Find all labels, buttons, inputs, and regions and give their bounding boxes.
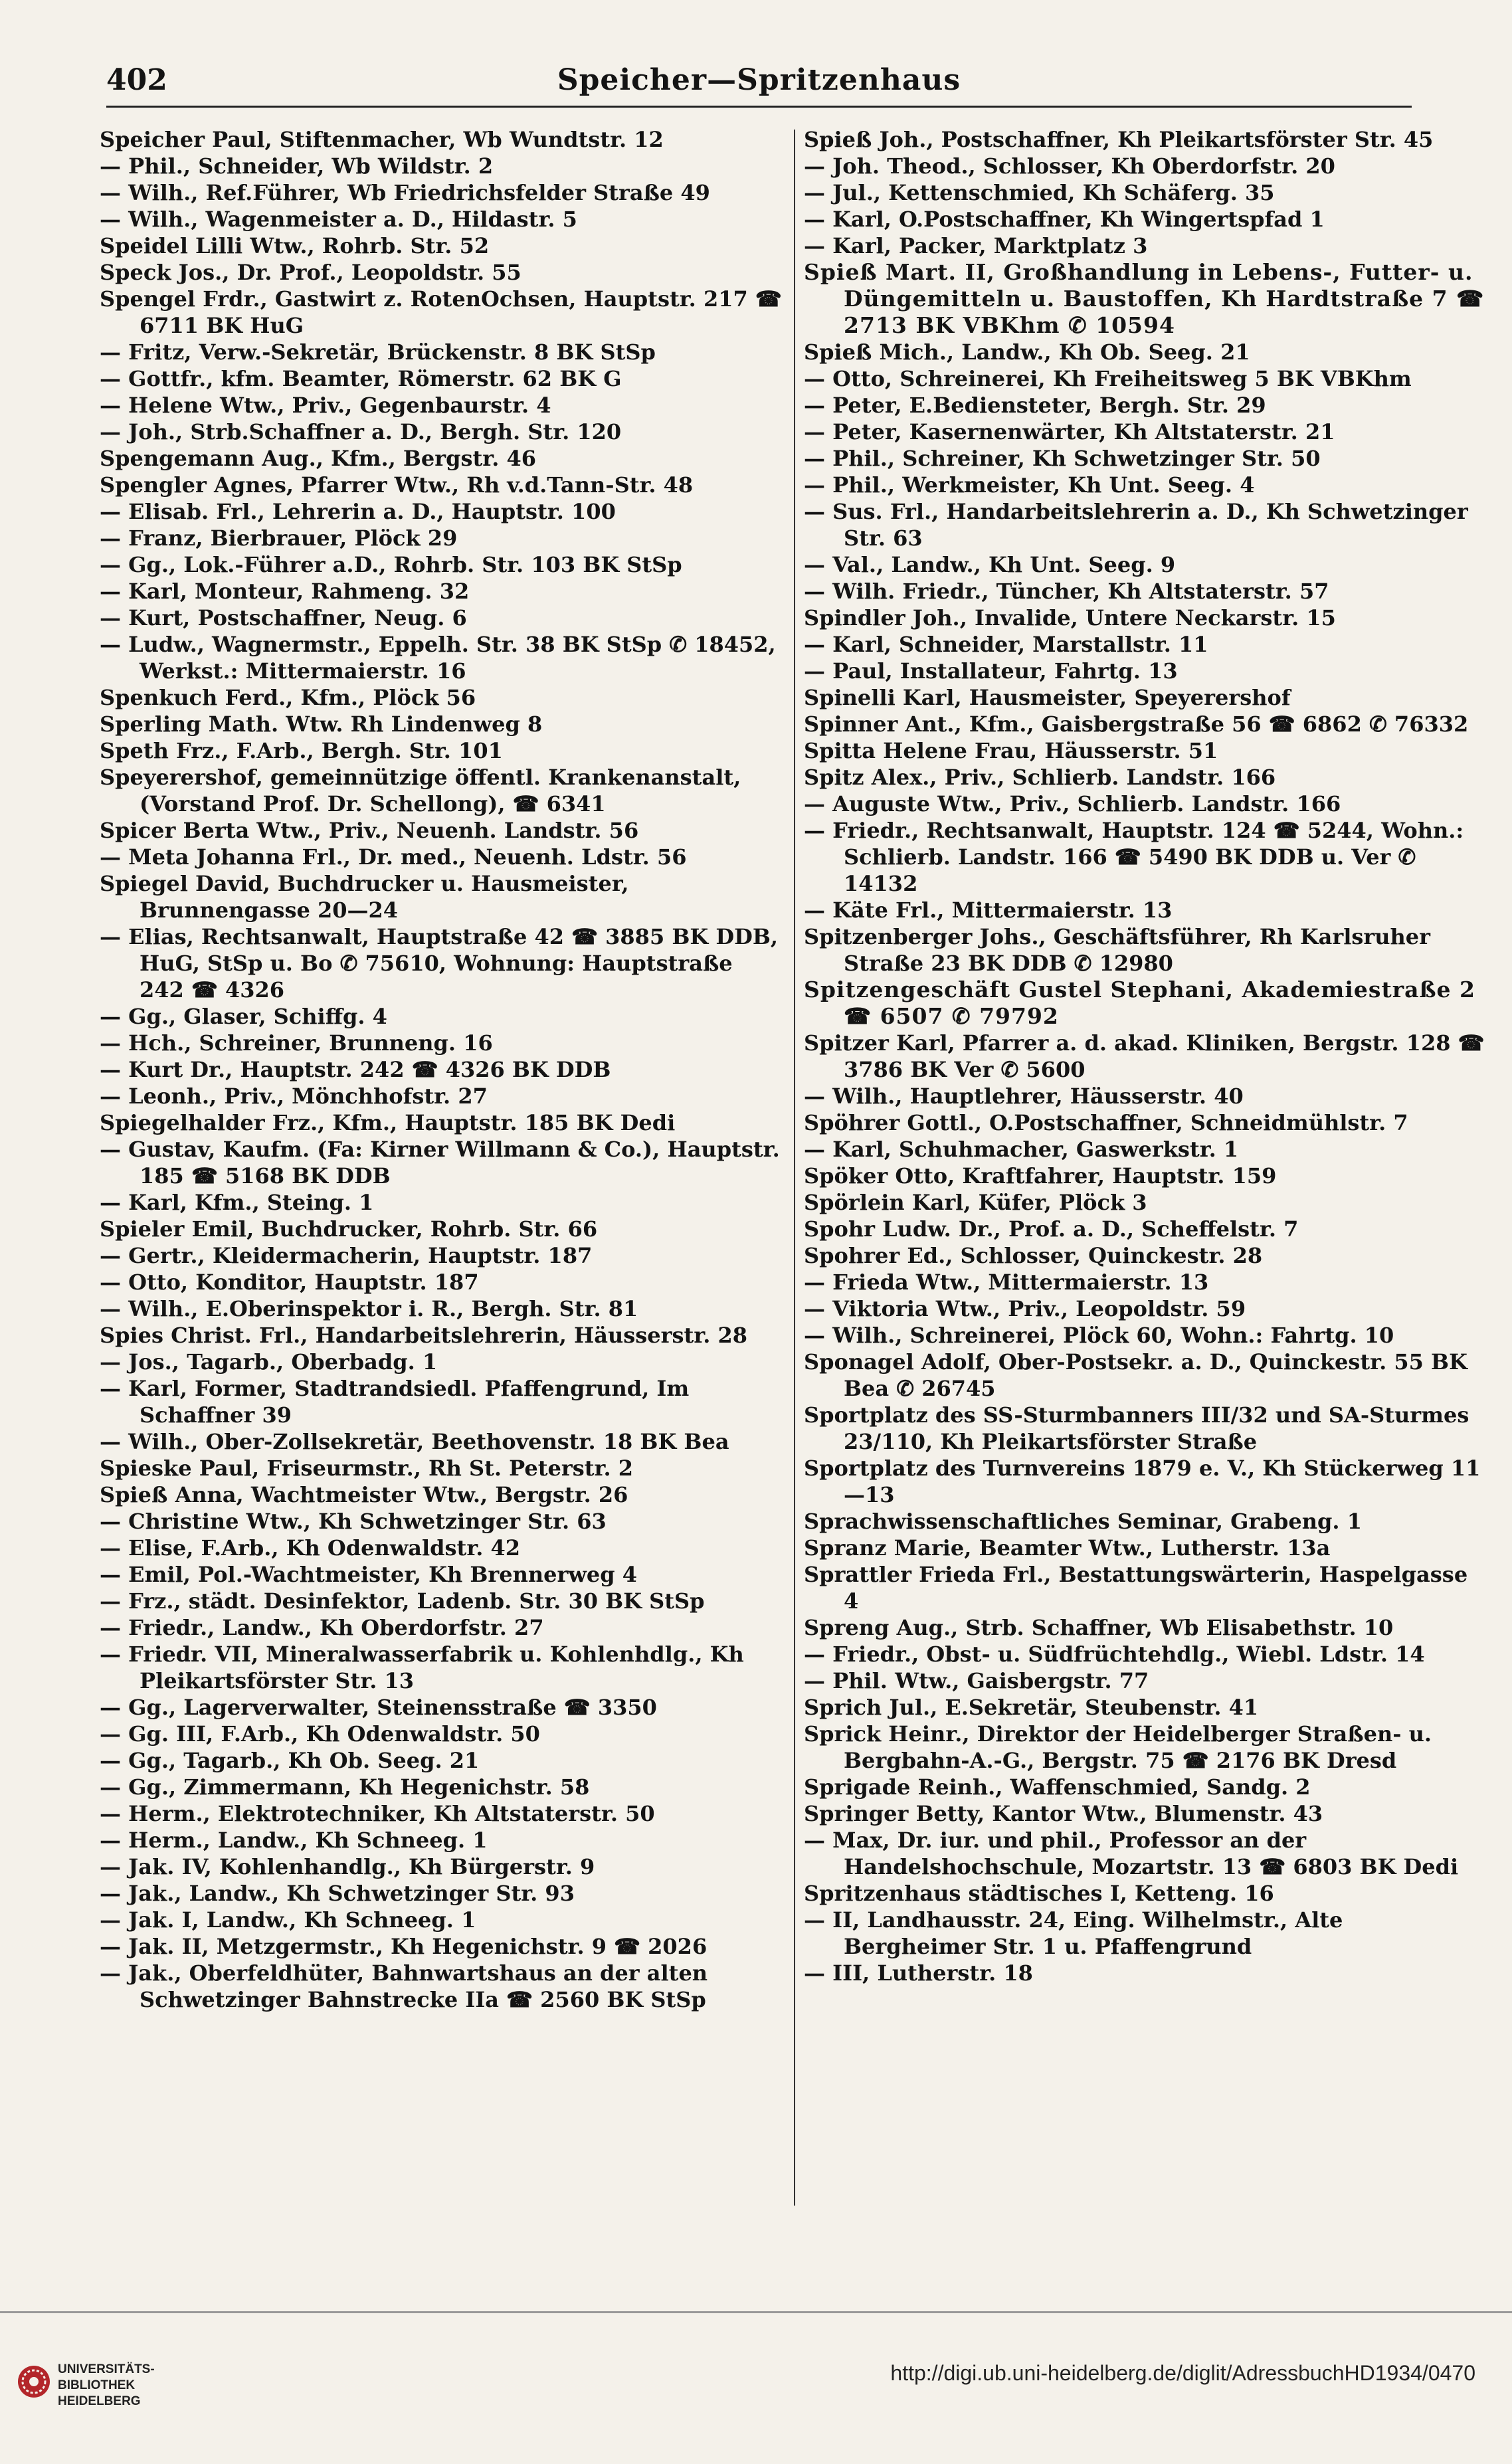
directory-entry: — Paul, Installateur, Fahrtg. 13: [804, 658, 1178, 684]
directory-entry: Spindler Joh., Invalide, Untere Neckarstr. 15: [804, 605, 1336, 630]
directory-entry: — III, Lutherstr. 18: [804, 1960, 1033, 1986]
directory-entry: — Meta Johanna Frl., Dr. med., Neuenh. Ldstr. 56: [100, 844, 687, 870]
directory-entry: — Phil. Wtw., Gaisbergstr. 77: [804, 1668, 1149, 1693]
directory-entry: Spieß Joh., Postschaffner, Kh Pleikartsförster Str. 45: [804, 127, 1434, 152]
directory-entry: Spörlein Karl, Küfer, Plöck 3: [804, 1190, 1147, 1215]
directory-entry: — Gustav, Kaufm. (Fa: Kirner Willmann & Co.), Hauptstr. 185 ☎ 5168 BK DDB: [100, 1137, 780, 1188]
directory-entry: — Frz., städt. Desinfektor, Ladenb. Str. 30 BK StSp: [100, 1588, 705, 1614]
directory-entry: — Karl, Schneider, Marstallstr. 11: [804, 632, 1208, 657]
directory-entry: — Käte Frl., Mittermaierstr. 13: [804, 898, 1173, 923]
directory-entry: — Auguste Wtw., Priv., Schlierb. Landstr. 166: [804, 791, 1341, 816]
directory-entry: Spranz Marie, Beamter Wtw., Lutherstr. 13a: [804, 1535, 1331, 1561]
directory-entry: Spenkuch Ferd., Kfm., Plöck 56: [100, 685, 476, 710]
directory-entry: Spieler Emil, Buchdrucker, Rohrb. Str. 66: [100, 1216, 598, 1242]
directory-entry: Sprattler Frieda Frl., Bestattungswärterin, Haspelgasse 4: [804, 1562, 1468, 1614]
directory-entry: — Gg., Lagerverwalter, Steinensstraße ☎ 3350: [100, 1695, 657, 1720]
directory-entry: — Hch., Schreiner, Brunneng. 16: [100, 1030, 493, 1056]
directory-entry: Spinelli Karl, Hausmeister, Speyerershof: [804, 685, 1291, 710]
directory-entry: Spengler Agnes, Pfarrer Wtw., Rh v.d.Tann-Str. 48: [100, 472, 694, 498]
directory-entry: Spohr Ludw. Dr., Prof. a. D., Scheffelstr. 7: [804, 1216, 1299, 1242]
directory-entry: — Wilh., E.Oberinspektor i. R., Bergh. Str. 81: [100, 1296, 638, 1321]
directory-entry: — Wilh., Schreinerei, Plöck 60, Wohn.: Fahrtg. 10: [804, 1323, 1394, 1348]
directory-entry: Speyerershof, gemeinnützige öffentl. Krankenanstalt, (Vorstand Prof. Dr. Schellong), ☎ 6341: [100, 765, 741, 816]
running-head: Speicher—Spritzenhaus: [557, 63, 961, 97]
directory-entry: — Christine Wtw., Kh Schwetzinger Str. 63: [100, 1509, 607, 1534]
directory-entry: — Wilh. Friedr., Tüncher, Kh Altstaterstr. 57: [804, 579, 1329, 604]
logo-line-1: UNIVERSITÄTS-: [58, 2362, 155, 2376]
directory-entry: — Jak., Oberfeldhüter, Bahnwartshaus an der alten Schwetzinger Bahnstrecke IIa ☎ 2560 BK StSp: [100, 1960, 708, 2012]
directory-entry: Spieß Mart. II, Großhandlung in Lebens-, Futter- u. Düngemitteln u. Baustoffen, Kh Hardtstraße 7 ☎ 2713 BK VBKhm ✆ 10594: [804, 259, 1485, 338]
directory-entry: — Gg., Lok.-Führer a.D., Rohrb. Str. 103 BK StSp: [100, 552, 682, 577]
directory-entry: — Joh. Theod., Schlosser, Kh Oberdorfstr. 20: [804, 153, 1335, 179]
directory-entry: — Karl, Monteur, Rahmeng. 32: [100, 579, 470, 604]
directory-entry: Sprich Jul., E.Sekretär, Steubenstr. 41: [804, 1695, 1259, 1720]
directory-entry: — Karl, Kfm., Steing. 1: [100, 1190, 374, 1215]
directory-entry: Sportplatz des Turnvereins 1879 e. V., Kh Stückerweg 11—13: [804, 1456, 1481, 1507]
directory-entry: — Karl, O.Postschaffner, Kh Wingertspfad 1: [804, 207, 1325, 232]
directory-entry: Spengemann Aug., Kfm., Bergstr. 46: [100, 446, 537, 471]
directory-entry: — Otto, Konditor, Hauptstr. 187: [100, 1270, 479, 1295]
directory-entry: Spitz Alex., Priv., Schlierb. Landstr. 166: [804, 765, 1276, 790]
right-column: [804, 126, 1488, 2206]
directory-entry: Spieß Anna, Wachtmeister Wtw., Bergstr. 26: [100, 1482, 628, 1507]
directory-entry: — Viktoria Wtw., Priv., Leopoldstr. 59: [804, 1296, 1246, 1321]
directory-entry: — Herm., Landw., Kh Schneeg. 1: [100, 1828, 488, 1853]
directory-entry: — II, Landhausstr. 24, Eing. Wilhelmstr., Alte Bergheimer Str. 1 u. Pfaffengrund: [804, 1907, 1343, 1959]
directory-entry: — Max, Dr. iur. und phil., Professor an der Handelshochschule, Mozartstr. 13 ☎ 6803 BK Dedi: [804, 1828, 1459, 1879]
directory-entry: — Wilh., Ref.Führer, Wb Friedrichsfelder Straße 49: [100, 180, 710, 205]
library-logo: [17, 2358, 189, 2431]
directory-entry: Sportplatz des SS-Sturmbanners III/32 und SA-Sturmes 23/110, Kh Pleikartsförster Straße: [804, 1402, 1469, 1454]
directory-entry: — Val., Landw., Kh Unt. Seeg. 9: [804, 552, 1176, 577]
footer: [0, 2311, 1512, 2464]
directory-entry: — Jos., Tagarb., Oberbadg. 1: [100, 1349, 438, 1374]
directory-entry: — Kurt, Postschaffner, Neug. 6: [100, 605, 467, 630]
logo-line-3: HEIDELBERG: [58, 2394, 141, 2408]
directory-entry: — Peter, E.Bediensteter, Bergh. Str. 29: [804, 393, 1266, 418]
directory-entry: — Joh., Strb.Schaffner a. D., Bergh. Str. 120: [100, 419, 622, 444]
directory-entry: — Friedr. VII, Mineralwasserfabrik u. Kohlenhdlg., Kh Pleikartsförster Str. 13: [100, 1642, 744, 1693]
directory-entry: Spies Christ. Frl., Handarbeitslehrerin, Häusserstr. 28: [100, 1323, 748, 1348]
directory-entry: Sprachwissenschaftliches Seminar, Grabeng. 1: [804, 1509, 1362, 1534]
directory-entry: — Karl, Former, Stadtrandsiedl. Pfaffengrund, Im Schaffner 39: [100, 1376, 690, 1428]
directory-entry: — Wilh., Hauptlehrer, Häusserstr. 40: [804, 1084, 1244, 1109]
directory-entry: Sprick Heinr., Direktor der Heidelberger Straßen- u. Bergbahn-A.-G., Bergstr. 75 ☎ 2176 BK Dresd: [804, 1721, 1432, 1773]
logo-text: [58, 2362, 155, 2410]
directory-entry: — Friedr., Obst- u. Südfrüchtehdlg., Wiebl. Ldstr. 14: [804, 1642, 1425, 1667]
directory-entry: — Friedr., Landw., Kh Oberdorfstr. 27: [100, 1615, 544, 1640]
directory-entry: — Gertr., Kleidermacherin, Hauptstr. 187: [100, 1243, 593, 1268]
directory-entry: — Jak. II, Metzgermstr., Kh Hegenichstr. 9 ☎ 2026: [100, 1934, 708, 1959]
directory-entry: — Emil, Pol.-Wachtmeister, Kh Brennerweg 4: [100, 1562, 638, 1587]
directory-entry: — Gg., Tagarb., Kh Ob. Seeg. 21: [100, 1748, 480, 1773]
directory-entry: — Gottfr., kfm. Beamter, Römerstr. 62 BK G: [100, 366, 622, 391]
directory-entry: Sprigade Reinh., Waffenschmied, Sandg. 2: [804, 1774, 1311, 1800]
directory-entry: — Elise, F.Arb., Kh Odenwaldstr. 42: [100, 1535, 521, 1561]
directory-entry: Spiegelhalder Frz., Kfm., Hauptstr. 185 BK Dedi: [100, 1110, 676, 1135]
directory-entry: Spitzer Karl, Pfarrer a. d. akad. Kliniken, Bergstr. 128 ☎ 3786 BK Ver ✆ 5600: [804, 1030, 1485, 1082]
directory-entry: — Gg., Glaser, Schiffg. 4: [100, 1004, 387, 1029]
page-header: [106, 63, 1412, 110]
footer-rule: [0, 2311, 1512, 2313]
logo-line-2: BIBLIOTHEK: [58, 2378, 136, 2392]
directory-entry: — Wilh., Ober-Zollsekretär, Beethovenstr. 18 BK Bea: [100, 1429, 729, 1454]
directory-entry: — Jul., Kettenschmied, Kh Schäferg. 35: [804, 180, 1275, 205]
directory-entry: Speicher Paul, Stiftenmacher, Wb Wundtstr. 12: [100, 127, 664, 152]
page-number: 402: [106, 63, 167, 97]
directory-entry: Spritzenhaus städtisches I, Ketteng. 16: [804, 1881, 1274, 1906]
directory-entry: — Fritz, Verw.-Sekretär, Brückenstr. 8 BK StSp: [100, 339, 656, 365]
header-rule: [106, 106, 1412, 108]
directory-entry: Speck Jos., Dr. Prof., Leopoldstr. 55: [100, 260, 521, 285]
directory-entry: — Phil., Werkmeister, Kh Unt. Seeg. 4: [804, 472, 1255, 498]
column-divider: [794, 130, 795, 2206]
directory-entry: — Kurt Dr., Hauptstr. 242 ☎ 4326 BK DDB: [100, 1057, 611, 1082]
library-seal-icon: [17, 2364, 51, 2399]
directory-entry: Spieß Mich., Landw., Kh Ob. Seeg. 21: [804, 339, 1250, 365]
directory-entry: Spicer Berta Wtw., Priv., Neuenh. Landstr. 56: [100, 818, 639, 843]
directory-entry: — Phil., Schreiner, Kh Schwetzinger Str. 50: [804, 446, 1321, 471]
directory-entry: — Sus. Frl., Handarbeitslehrerin a. D., Kh Schwetzinger Str. 63: [804, 499, 1468, 551]
directory-entry: — Elias, Rechtsanwalt, Hauptstraße 42 ☎ 3885 BK DDB, HuG, StSp u. Bo ✆ 75610, Wohnung: Hauptstraße 242 ☎ 4326: [100, 924, 779, 1002]
directory-entry: — Frieda Wtw., Mittermaierstr. 13: [804, 1270, 1209, 1295]
directory-entry: — Ludw., Wagnermstr., Eppelh. Str. 38 BK StSp ✆ 18452, Werkst.: Mittermaierstr. 16: [100, 632, 776, 684]
directory-entry: Sperling Math. Wtw. Rh Lindenweg 8: [100, 711, 543, 737]
directory-entry: Spitzengeschäft Gustel Stephani, Akademiestraße 2 ☎ 6507 ✆ 79792: [804, 977, 1475, 1029]
directory-entry: Speidel Lilli Wtw., Rohrb. Str. 52: [100, 233, 490, 258]
left-column: [100, 126, 784, 2206]
directory-entry: Spreng Aug., Strb. Schaffner, Wb Elisabethstr. 10: [804, 1615, 1394, 1640]
directory-entry: — Karl, Packer, Marktplatz 3: [804, 233, 1148, 258]
directory-entry: — Karl, Schuhmacher, Gaswerkstr. 1: [804, 1137, 1239, 1162]
directory-entry: Spiegel David, Buchdrucker u. Hausmeister, Brunnengasse 20—24: [100, 871, 629, 923]
directory-entry: Springer Betty, Kantor Wtw., Blumenstr. 43: [804, 1801, 1323, 1826]
digitization-url-link[interactable]: http://digi.ub.uni-heidelberg.de/diglit/AdressbuchHD1934/0470: [890, 2361, 1475, 2385]
directory-entry: Spöhrer Gottl., O.Postschaffner, Schneidmühlstr. 7: [804, 1110, 1408, 1135]
directory-entry: Spöker Otto, Kraftfahrer, Hauptstr. 159: [804, 1163, 1277, 1188]
directory-entry: — Peter, Kasernenwärter, Kh Altstaterstr. 21: [804, 419, 1335, 444]
directory-entry: — Elisab. Frl., Lehrerin a. D., Hauptstr. 100: [100, 499, 616, 524]
directory-entry: Spitta Helene Frau, Häusserstr. 51: [804, 738, 1218, 763]
directory-entry: — Gg., Zimmermann, Kh Hegenichstr. 58: [100, 1774, 590, 1800]
directory-entry: Spieske Paul, Friseurmstr., Rh St. Peterstr. 2: [100, 1456, 633, 1481]
directory-entry: — Friedr., Rechtsanwalt, Hauptstr. 124 ☎ 5244, Wohn.: Schlierb. Landstr. 166 ☎ 5490 BK DDB u. Ver ✆ 14132: [804, 818, 1464, 896]
directory-entry: — Leonh., Priv., Mönchhofstr. 27: [100, 1084, 488, 1109]
directory-entry: — Phil., Schneider, Wb Wildstr. 2: [100, 153, 494, 179]
directory-entry: Spengel Frdr., Gastwirt z. RotenOchsen, Hauptstr. 217 ☎ 6711 BK HuG: [100, 286, 782, 338]
directory-entry: — Otto, Schreinerei, Kh Freiheitsweg 5 BK VBKhm: [804, 366, 1412, 391]
directory-entry: — Jak. I, Landw., Kh Schneeg. 1: [100, 1907, 476, 1933]
directory-entry: — Jak., Landw., Kh Schwetzinger Str. 93: [100, 1881, 575, 1906]
directory-entry: Spitzenberger Johs., Geschäftsführer, Rh Karlsruher Straße 23 BK DDB ✆ 12980: [804, 924, 1430, 976]
directory-entry: — Gg. III, F.Arb., Kh Odenwaldstr. 50: [100, 1721, 540, 1747]
directory-entry: Sponagel Adolf, Ober-Postsekr. a. D., Quinckestr. 55 BK Bea ✆ 26745: [804, 1349, 1467, 1401]
directory-entry: — Franz, Bierbrauer, Plöck 29: [100, 525, 458, 551]
directory-entry: — Jak. IV, Kohlenhandlg., Kh Bürgerstr. 9: [100, 1854, 595, 1879]
directory-entry: — Helene Wtw., Priv., Gegenbaurstr. 4: [100, 393, 551, 418]
directory-entry: Spinner Ant., Kfm., Gaisbergstraße 56 ☎ 6862 ✆ 76332: [804, 711, 1469, 737]
directory-entry: — Wilh., Wagenmeister a. D., Hildastr. 5: [100, 207, 577, 232]
directory-entry: — Herm., Elektrotechniker, Kh Altstaterstr. 50: [100, 1801, 655, 1826]
directory-entry: Speth Frz., F.Arb., Bergh. Str. 101: [100, 738, 503, 763]
directory-entry: Spohrer Ed., Schlosser, Quinckestr. 28: [804, 1243, 1263, 1268]
